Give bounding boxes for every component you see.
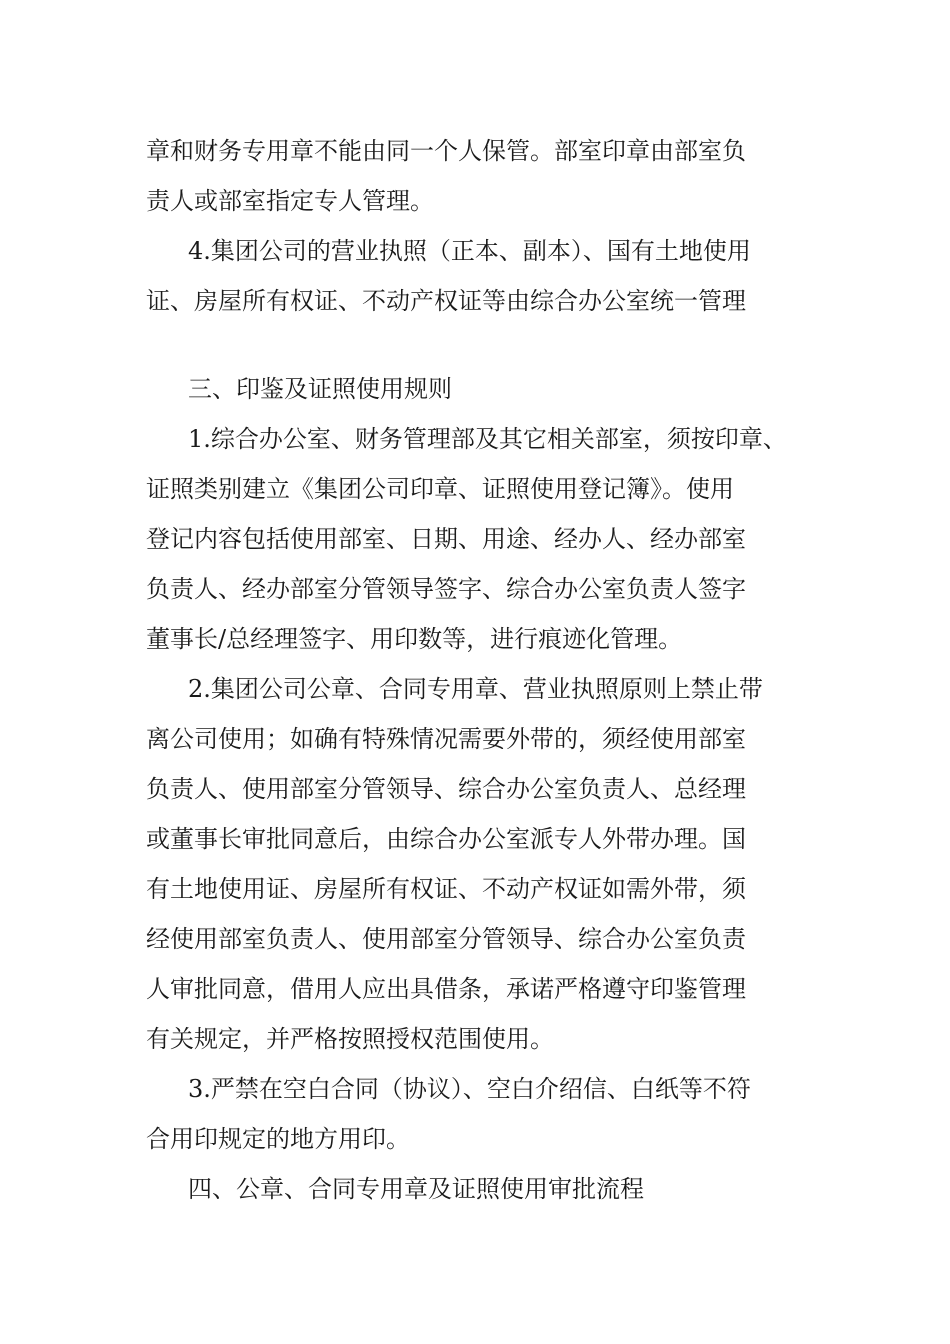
paragraph-item-3: 3.严禁在空白合同（协议）、空白介绍信、白纸等不符 [188, 1075, 751, 1103]
section-heading-4: 四、公章、合同专用章及证照使用审批流程 [188, 1175, 644, 1203]
text-line: 合用印规定的地方用印。 [146, 1125, 410, 1153]
paragraph-item-2: 2.集团公司公章、合同专用章、营业执照原则上禁止带 [188, 675, 763, 703]
section-heading-3: 三、印鉴及证照使用规则 [188, 375, 452, 403]
text-line: 人审批同意，借用人应出具借条，承诺严格遵守印鉴管理 [146, 975, 746, 1003]
text-line: 责人或部室指定专人管理。 [146, 187, 434, 215]
text-line: 登记内容包括使用部室、日期、用途、经办人、经办部室 [146, 525, 746, 553]
text-line: 或董事长审批同意后，由综合办公室派专人外带办理。国 [146, 825, 746, 853]
document-body [146, 126, 826, 1214]
text-line: 负责人、使用部室分管领导、综合办公室负责人、总经理 [146, 775, 746, 803]
text-line: 经使用部室负责人、使用部室分管领导、综合办公室负责 [146, 925, 746, 953]
text-line: 负责人、经办部室分管领导签字、综合办公室负责人签字 [146, 575, 746, 603]
paragraph-gap [146, 326, 826, 364]
text-line: 章和财务专用章不能由同一个人保管。部室印章由部室负 [146, 137, 746, 165]
text-line: 有土地使用证、房屋所有权证、不动产权证如需外带，须 [146, 875, 746, 903]
paragraph-item-4: 4.集团公司的营业执照（正本、副本）、国有土地使用 [188, 237, 751, 265]
paragraph-item-1: 1.综合办公室、财务管理部及其它相关部室，须按印章、 [188, 425, 787, 453]
text-line: 有关规定，并严格按照授权范围使用。 [146, 1025, 554, 1053]
text-line: 证照类别建立《集团公司印章、证照使用登记簿》。使用 [146, 475, 734, 503]
text-line: 董事长/总经理签字、用印数等，进行痕迹化管理。 [146, 625, 683, 653]
text-line: 证、房屋所有权证、不动产权证等由综合办公室统一管理 [146, 287, 746, 315]
text-line: 离公司使用；如确有特殊情况需要外带的，须经使用部室 [146, 725, 746, 753]
